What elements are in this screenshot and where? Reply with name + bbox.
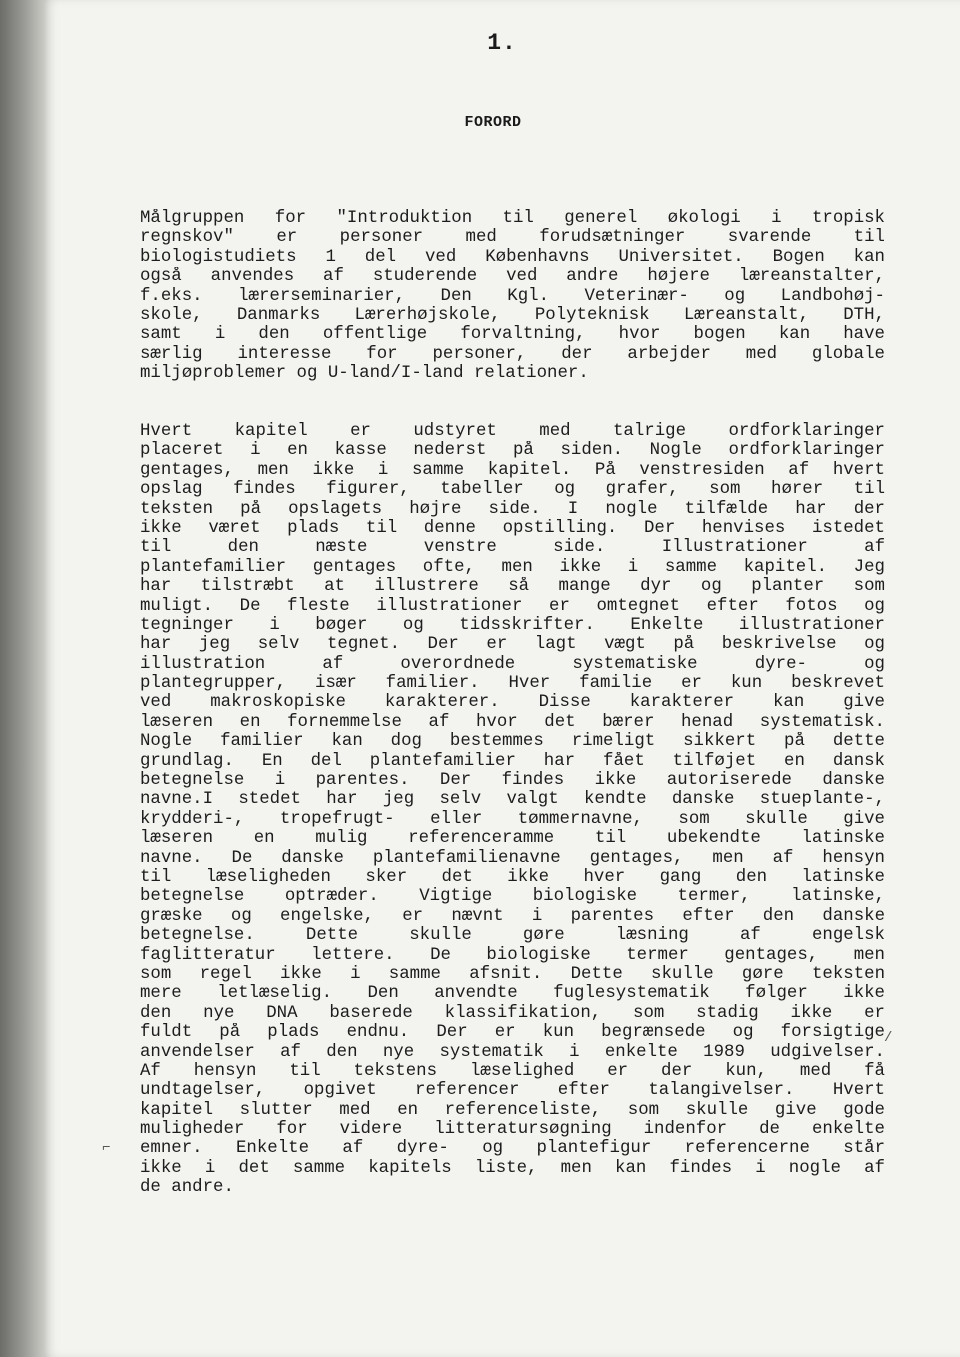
text-line: til den næste venstre side. Illustrationer af	[140, 538, 885, 558]
text-line: mere letlæselig. Den anvendte fuglesystematik følger ikke	[140, 984, 885, 1004]
text-line: som regel ikke i samme afsnit. Dette skulle gøre teksten	[140, 964, 885, 984]
text-line: betegnelse i parentes. Der findes ikke autoriserede danske	[140, 771, 885, 791]
text-line: Nogle familier kan dog bestemmes rimeligt sikkert på dette	[140, 732, 885, 752]
text-line: gentages, men ikke i samme kapitel. På venstresiden af hvert	[140, 460, 885, 480]
text-line: har tilstræbt at illustrere så mange dyr og planter som	[140, 577, 885, 597]
section-heading: FORORD	[464, 114, 522, 131]
text-line: placeret i en kasse nederst på siden. Nogle ordforklaringer	[140, 441, 885, 461]
text-line: miljøproblemer og U-land/I-land relationer.	[140, 364, 589, 384]
text-line: de andre.	[140, 1178, 234, 1198]
text-line: anvendelser af den nye systematik i enkelte 1989 udgivelser.	[140, 1042, 885, 1062]
text-line: plantegrupper, især familier. Hver familie er kun beskrevet	[140, 674, 885, 694]
text-line: Målgruppen for "Introduktion til generel økologi i tropisk	[140, 209, 885, 228]
margin-mark: /	[884, 1030, 893, 1046]
text-line: særlig interesse for personer, der arbejder med globale	[140, 344, 885, 364]
text-line: illustration af overordnede systematiske dyre- og	[140, 654, 885, 674]
text-line: læseren en mulig referenceramme til ubekendte latinske	[140, 829, 885, 849]
text-line: den nye DNA baserede klassifikation, som stadig ikke er	[140, 1003, 885, 1023]
text-line: faglitteratur lettere. De biologiske termer gentages, men	[140, 945, 885, 965]
text-line: græske og engelske, er nævnt i parentes efter den danske	[140, 906, 885, 926]
text-line: f.eks. lærerseminarier, Den Kgl. Veterinær- og Landbohøj-	[140, 286, 885, 306]
text-line: ikke i det samme kapitels liste, men kan findes i nogle af	[140, 1158, 885, 1178]
book-binding-edge	[0, 0, 44, 1357]
document-page	[44, 0, 960, 1357]
text-line: navne.I stedet har jeg selv valgt kendte danske stueplante-,	[140, 790, 885, 810]
text-line: tegninger i bøger og tidsskrifter. Enkelte illustrationer	[140, 615, 885, 635]
text-line: Hvert kapitel er udstyret med talrige ordforklaringer	[140, 422, 885, 441]
text-line: emner. Enkelte af dyre- og plantefigur referencerne står	[140, 1139, 885, 1159]
text-line: krydderi-, tropefrugt- eller tømmernavne, som skulle give	[140, 809, 885, 829]
text-line: skole, Danmarks Lærerhøjskole, Polyteknisk Læreanstalt, DTH,	[140, 305, 885, 325]
text-line: biologistudiets 1 del ved Københavns Universitet. Bogen kan	[140, 247, 885, 267]
paragraph-1	[140, 209, 885, 384]
text-line: læseren en fornemmelse af hvor det bærer henad systematisk.	[140, 712, 885, 732]
text-line: plantefamilier gentages ofte, men ikke i samme kapitel. Jeg	[140, 557, 885, 577]
text-line: også anvendes af studerende ved andre højere læreanstalter,	[140, 267, 885, 287]
text-line: kapitel slutter med en referenceliste, som skulle give gode	[140, 1100, 885, 1120]
text-line: samt i den offentlige forvaltning, hvor bogen kan have	[140, 325, 885, 345]
text-line: muligheder for videre litteratursøgning indenfor de enkelte	[140, 1120, 885, 1140]
text-line: til læseligheden sker det ikke hver gang den latinske	[140, 867, 885, 887]
text-line: betegnelse. Dette skulle gøre læsning af engelsk	[140, 926, 885, 946]
text-line: navne. De danske plantefamilienavne gentages, men af hensyn	[140, 848, 885, 868]
text-line: Af hensyn til tekstens læselighed er der kun, med få	[140, 1061, 885, 1081]
text-line: muligt. De fleste illustrationer er omtegnet efter fotos og	[140, 596, 885, 616]
text-line: betegnelse optræder. Vigtige biologiske termer, latinske,	[140, 887, 885, 907]
text-line: ikke været plads til denne opstilling. Der henvises istedet	[140, 518, 885, 538]
text-line: ved makroskopiske karakterer. Disse karakterer kan give	[140, 693, 885, 713]
text-line: grundlag. En del plantefamilier har fået tilføjet en dansk	[140, 751, 885, 771]
text-line: fuldt på plads endnu. Der er kun begrænsede og forsigtige	[140, 1023, 885, 1043]
text-line: opslag findes figurer, tabeller og grafer, som hører til	[140, 480, 885, 500]
text-line: undtagelser, opgivet referencer efter talangivelser. Hvert	[140, 1081, 885, 1101]
page-number: 1.	[487, 30, 517, 56]
text-line: teksten på opslagets højre side. I nogle tilfælde har der	[140, 499, 885, 519]
text-line: har jeg selv tegnet. Der er lagt vægt på beskrivelse og	[140, 635, 885, 655]
paragraph-2	[140, 422, 885, 1198]
margin-mark: ⌐	[102, 1140, 111, 1156]
text-line: regnskov" er personer med forudsætninger svarende til	[140, 228, 885, 248]
